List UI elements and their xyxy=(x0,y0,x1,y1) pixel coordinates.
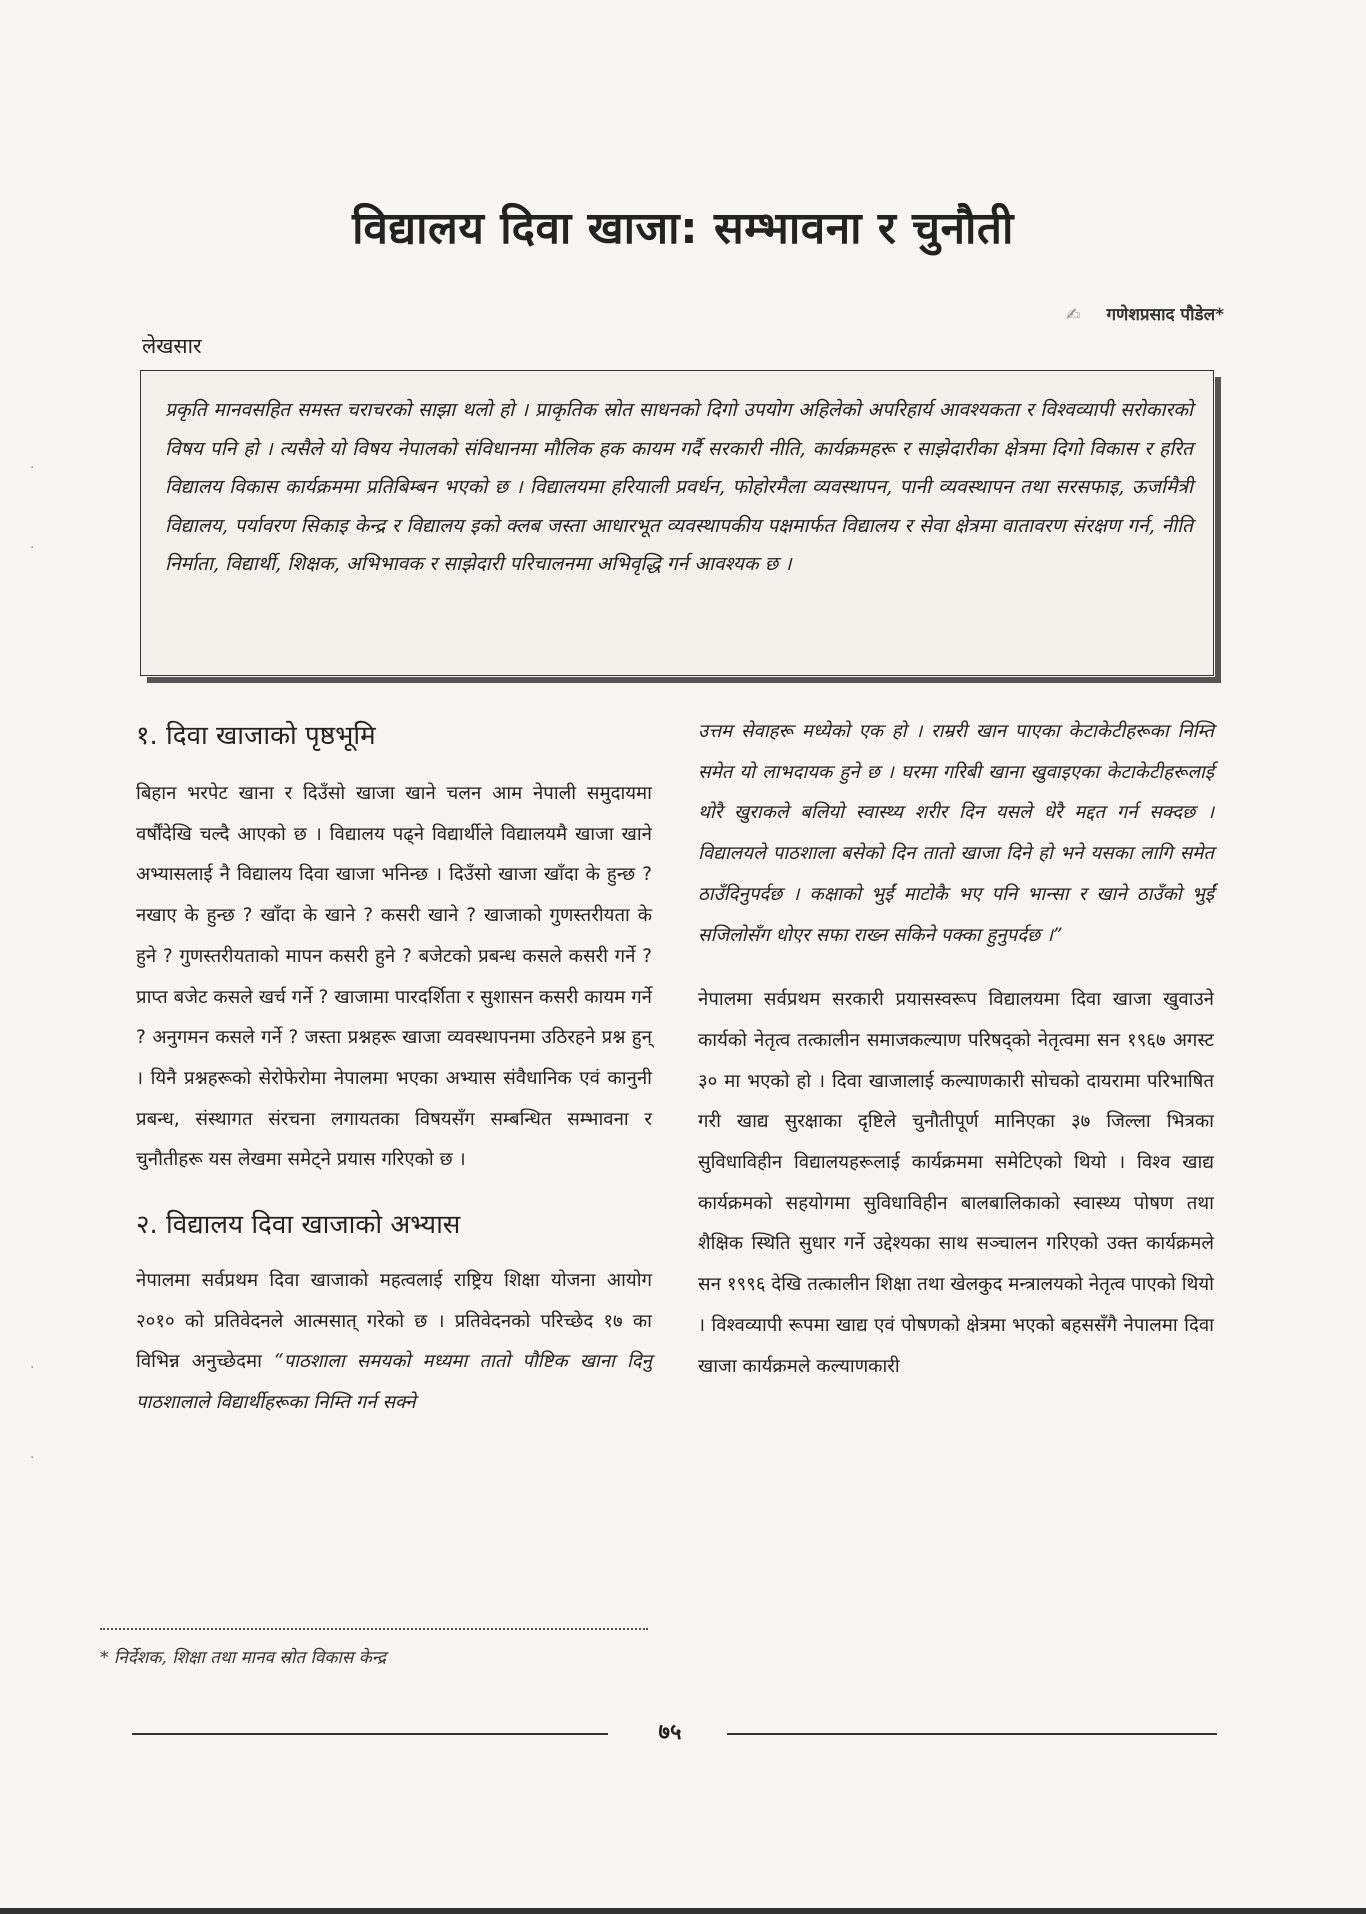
section-2-paragraph-start: नेपालमा सर्वप्रथम दिवा खाजाको महत्वलाई राष्ट्रिय शिक्षा योजना आयोग २०१० को प्रतिवेदनले आत्मसात् गरेको छ । प्रतिवेदनको परिच्छेद १७ का विभिन्न अनुच्छेदमा xyxy=(136,1270,652,1373)
section-1-heading: १. दिवा खाजाको पृष्ठभूमि xyxy=(136,721,376,751)
commission-quote-continued: उत्तम सेवाहरू मध्येको एक हो । राम्ररी खान पाएका केटाकेटीहरूका निम्ति समेत यो लाभदायक हुने छ । घरमा गरिबी खाना खुवाइएका केटाकेटीहरूलाई थोरै खुराकले बलियो स्वास्थ्य शरीर दिन यसले धेरै मद्दत गर्न सक्दछ । विद्यालयले पाठशाला बसेको दिन तातो खाजा दिने हो भने यसका लागि समेत ठाउँदिनुपर्दछ । कक्षाको भुईं माटोकै भए पनि भान्सा र खाने ठाउँको भुईं सजिलोसँग धोएर सफा राख्न सकिने पक्का हुनुपर्दछ ।” xyxy=(698,721,1214,946)
commission-quote-start: “पाठशाला समयको मध्यमा तातो पौष्टिक खाना दिनु पाठशालाले विद्यार्थीहरूका निम्ति गर्न सक्ने xyxy=(136,1351,652,1414)
margin-mark: · xyxy=(30,540,35,556)
margin-mark: · xyxy=(30,1360,35,1376)
abstract-box xyxy=(140,370,1214,676)
section-1-paragraph: बिहान भरपेट खाना र दिउँसो खाजा खाने चलन आम नेपाली समुदायमा वर्षौंदेखि चल्दै आएको छ । विद्यालय पढ्ने विद्यार्थीले विद्यालयमै खाजा खाने अभ्यासलाई नै विद्यालय दिवा खाजा भनिन्छ । दिउँसो खाजा खाँदा के हुन्छ ? नखाए के हुन्छ ? खाँदा के खाने ? कसरी खाने ? खाजाको गुणस्तरीयता के हुने ? गुणस्तरीयताको मापन कसरी हुने ? बजेटको प्रबन्ध कसले कसरी गर्ने ? प्राप्त बजेट कसले खर्च गर्ने ? खाजामा पारदर्शिता र सुशासन कसरी कायम गर्ने ? अनुगमन कसले गर्ने ? जस्ता प्रश्नहरू खाजा व्यवस्थापनमा उठिरहने प्रश्न हुन् । यिनै प्रश्नहरूको सेरोफेरोमा नेपालमा भएका अभ्यास संवैधानिक एवं कानुनी प्रबन्ध, संस्थागत संरचना लगायतका विषयसँग सम्बन्धित सम्भावना र चुनौतीहरू यस लेखमा समेट्ने प्रयास गरिएको छ । xyxy=(136,783,652,1171)
author-name: गणेशप्रसाद पौडेल* xyxy=(1106,305,1224,325)
footnote-divider xyxy=(100,1628,648,1630)
abstract-text: प्रकृति मानवसहित समस्त चराचरको साझा थलो हो । प्राकृतिक स्रोत साधनको दिगो उपयोग अहिलेको अपरिहार्य आवश्यकता र विश्वव्यापी सरोकारको विषय पनि हो । त्यसैले यो विषय नेपालको संविधानमा मौलिक हक कायम गर्दै सरकारी नीति, कार्यक्रमहरू र साझेदारीका क्षेत्रमा दिगो विकास र हरित विद्यालय विकास कार्यक्रममा प्रतिबिम्बन भएको छ । विद्यालयमा हरियाली प्रवर्धन, फोहोरमैला व्यवस्थापन, पानी व्यवस्थापन तथा सरसफाइ, ऊर्जामैत्री विद्यालय, पर्यावरण सिकाइ केन्द्र र विद्यालय इको क्लब जस्ता आधारभूत व्यवस्थापकीय पक्षमार्फत विद्यालय र सेवा क्षेत्रमा वातावरण संरक्षण गर्न, नीति निर्माता, विद्यार्थी, शिक्षक, अभिभावक र साझेदारी परिचालनमा अभिवृद्धि गर्न आवश्यक छ । xyxy=(165,398,1193,575)
abstract-heading: लेखसार xyxy=(142,334,202,358)
page-number: ७५ xyxy=(658,1720,682,1745)
section-2-paragraph xyxy=(136,1261,652,1424)
section-2-heading: २. विद्यालय दिवा खाजाको अभ्यास xyxy=(136,1210,461,1241)
section-2-paragraph-2: नेपालमा सर्वप्रथम सरकारी प्रयासस्वरूप विद्यालयमा दिवा खाजा खुवाउने कार्यको नेतृत्व तत्कालीन समाजकल्याण परिषद्को नेतृत्वमा सन १९६७ अगस्ट ३० मा भएको हो । दिवा खाजालाई कल्याणकारी सोचको दायरामा परिभाषित गरी खाद्य सुरक्षाका दृष्टिले चुनौतीपूर्ण मानिएका ३७ जिल्ला भित्रका सुविधाविहीन विद्यालयहरूलाई कार्यक्रममा समेटिएको थियो । विश्व खाद्य कार्यक्रमको सहयोगमा सुविधाविहीन बालबालिकाको स्वास्थ्य पोषण तथा शैक्षिक स्थिति सुधार गर्ने उद्देश्यका साथ सञ्चालन गरिएको उक्त कार्यक्रमले सन १९९६ देखि तत्कालीन शिक्षा तथा खेलकुद मन्त्रालयको नेतृत्व पाएको थियो । विश्वव्यापी रूपमा खाद्य एवं पोषणको क्षेत्रमा भएको बहससँगै नेपालमा दिवा खाजा कार्यक्रमले कल्याणकारी xyxy=(698,989,1215,1377)
footnote: * निर्देशक, शिक्षा तथा मानव स्रोत विकास केन्द्र xyxy=(100,1648,387,1668)
left-column xyxy=(136,716,652,1424)
margin-mark: · xyxy=(30,1450,35,1466)
right-column xyxy=(698,712,1214,1387)
author-byline xyxy=(1066,302,1224,325)
article-title: विद्यालय दिवा खाजा: सम्भावना र चुनौती xyxy=(352,203,1014,254)
footer-rule-left xyxy=(132,1733,608,1735)
scan-bottom-edge xyxy=(0,1908,1366,1914)
margin-mark: · xyxy=(30,460,35,476)
pen-icon: ✍ xyxy=(1066,305,1081,325)
footer-rule-right xyxy=(727,1733,1217,1735)
